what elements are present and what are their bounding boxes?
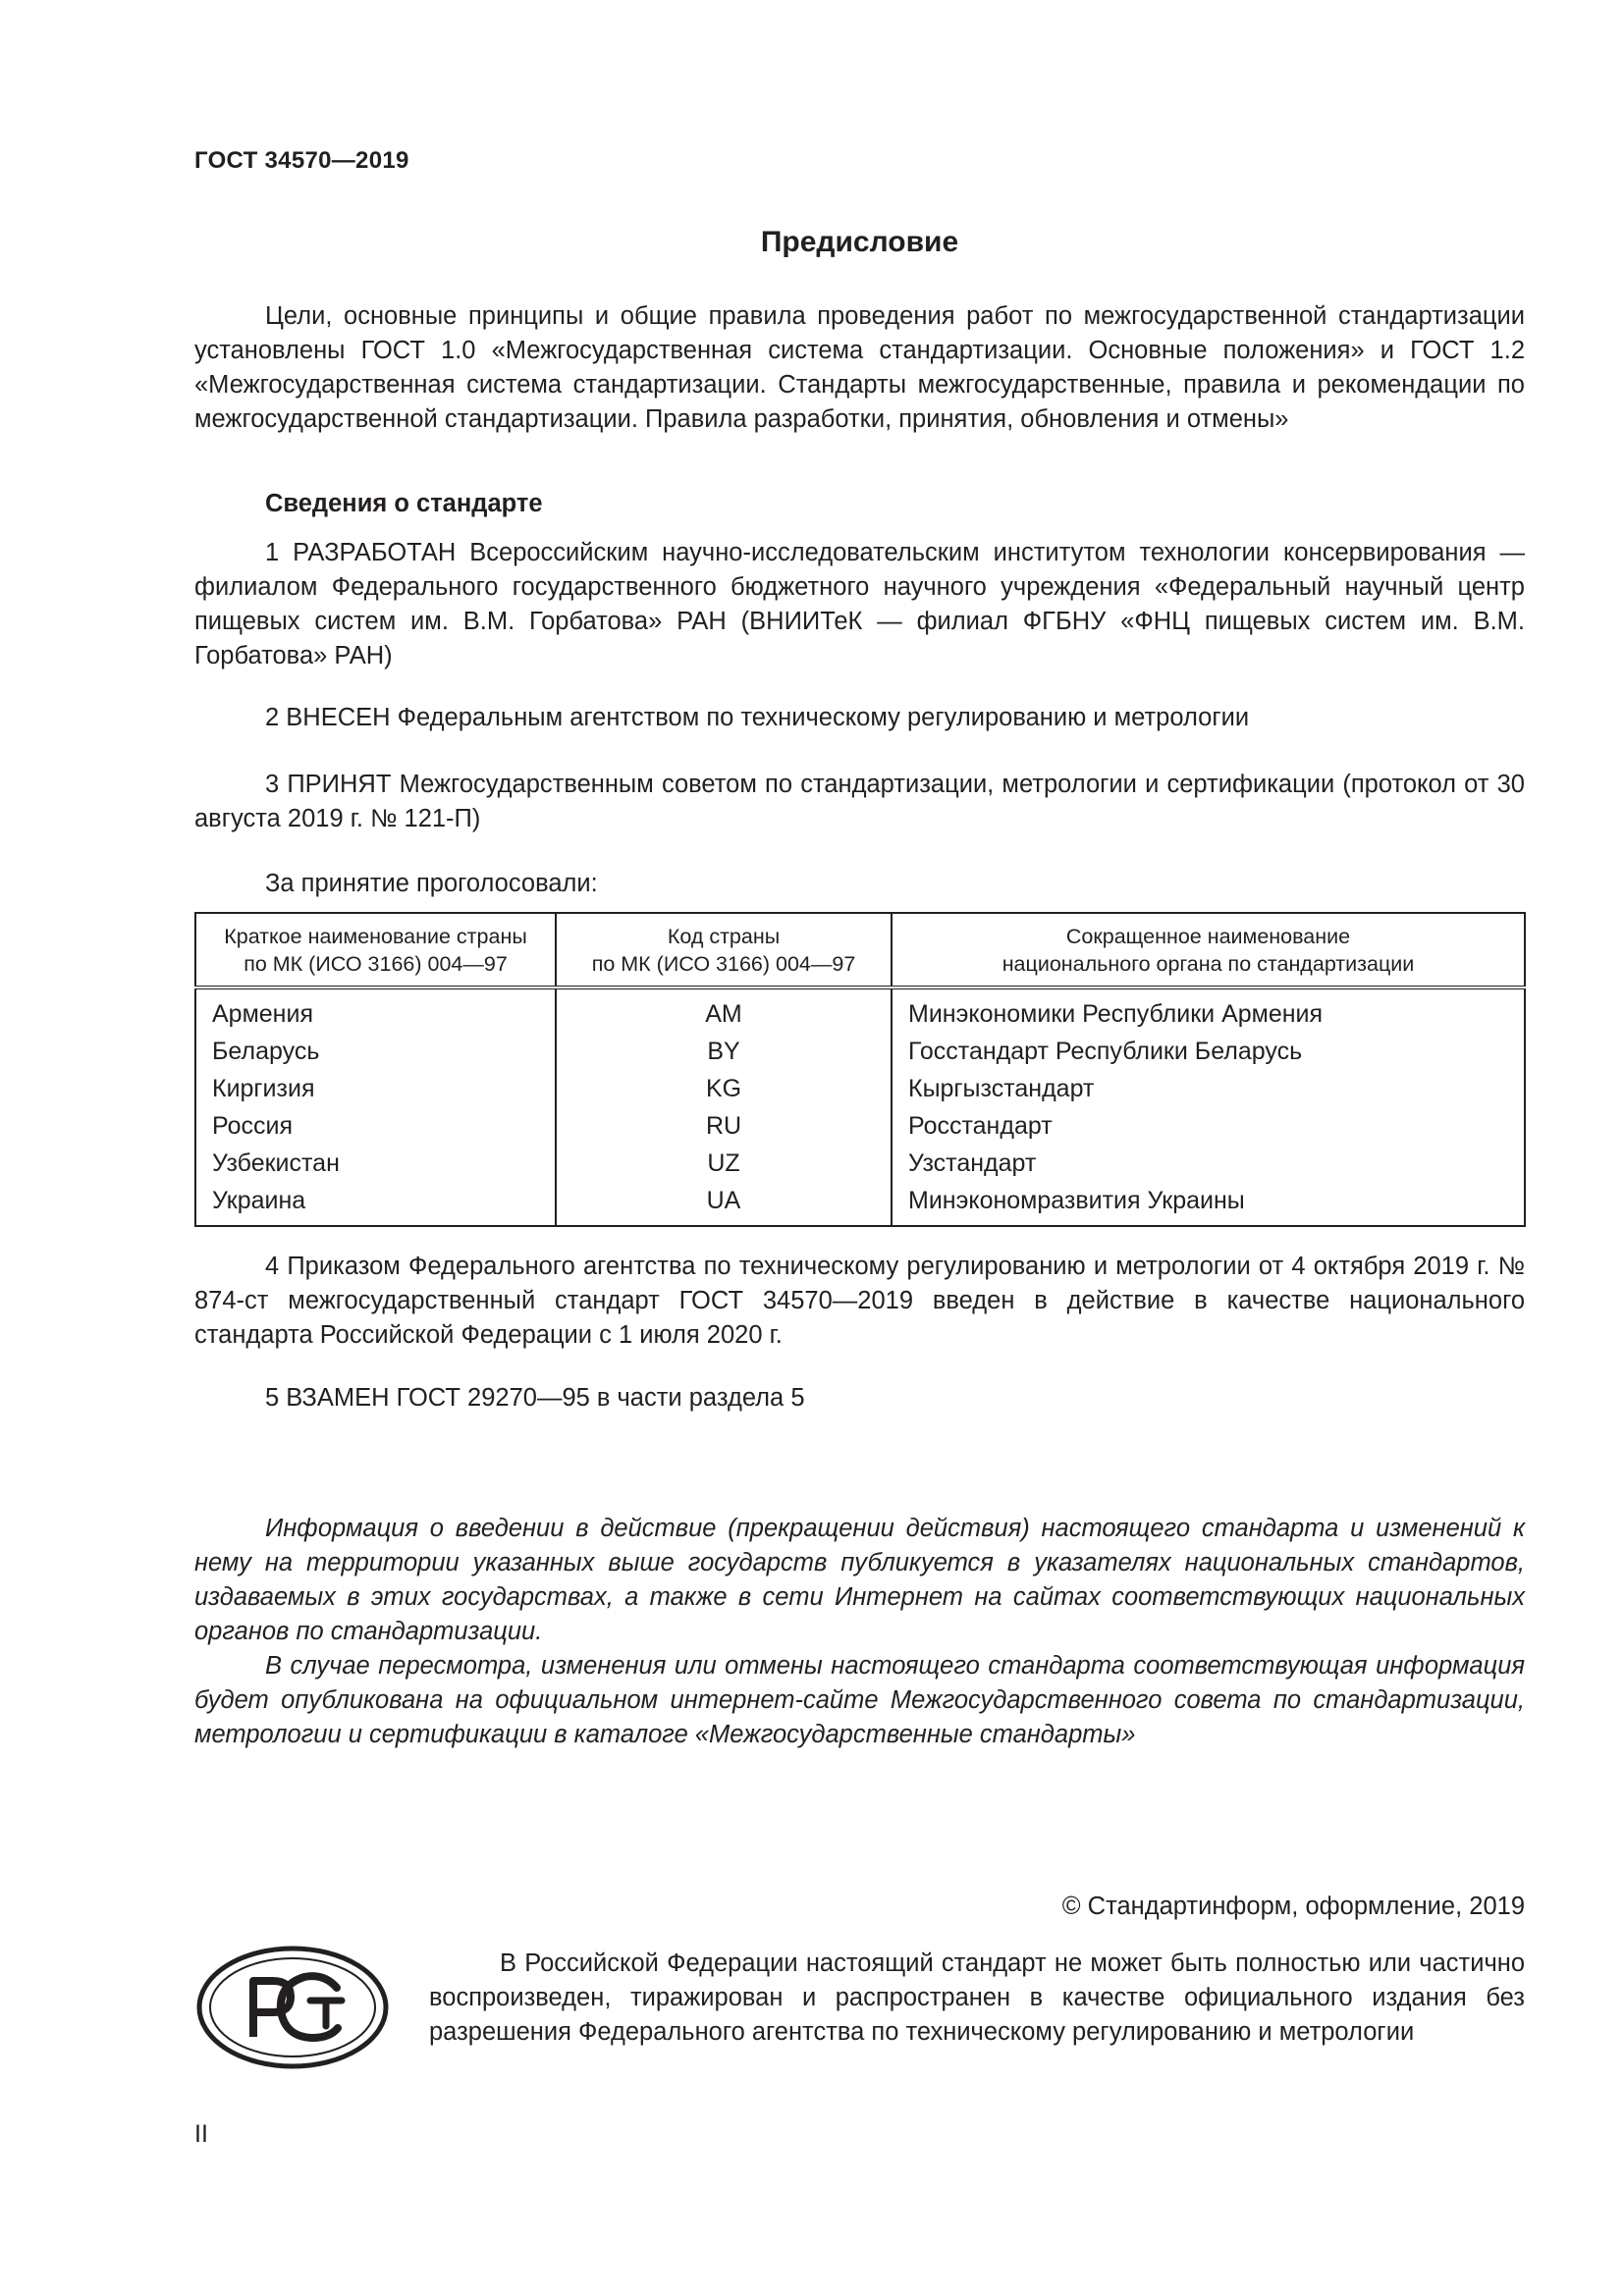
header-country-code: Код страны по МК (ИСО 3166) 004—97 <box>556 913 892 988</box>
table-row <box>195 1070 1525 1107</box>
note-publication-info: Информация о введении в действие (прекращении действия) настоящего стандарта и изменений к нему на территории указанных выше государств публикуется в указателях национальных стандартов, издаваемых в этих государствах, а также в сети Интернет на сайтах соответствующих национальных органов по стандартизации. <box>194 1515 1525 1645</box>
standards-body: Госстандарт Республики Беларусь <box>892 1033 1525 1070</box>
header-standards-body: Сокращенное наименование национального органа по стандартизации <box>892 913 1525 988</box>
item-1-developed: 1 РАЗРАБОТАН Всероссийским научно-исследовательским институтом технологии консервирования — филиалом Федерального государственного бюджетного научного учреждения «Федеральный научный центр пищевых систем им. В.М. Горбатова» РАН (ВНИИТеК — филиал ФГБНУ «ФНЦ пищевых систем им. В.М. Горбатова» РАН) <box>194 539 1525 669</box>
section-heading: Сведения о стандарте <box>265 490 543 517</box>
page-title: Предисловие <box>760 226 959 258</box>
item-3-adopted: 3 ПРИНЯТ Межгосударственным советом по стандартизации, метрологии и сертификации (протокол от 30 августа 2019 г. № 121-П) <box>194 771 1525 832</box>
item-2-introduced: 2 ВНЕСЕН Федеральным агентством по техническому регулированию и метрологии <box>265 704 1250 731</box>
document-code-header: ГОСТ 34570—2019 <box>194 147 409 174</box>
table-row <box>195 1145 1525 1182</box>
country-name: Беларусь <box>195 1033 556 1070</box>
country-code: RU <box>556 1107 892 1145</box>
intro-paragraph: Цели, основные принципы и общие правила проведения работ по межгосударственной стандартизации установлены ГОСТ 1.0 «Межгосударственная система стандартизации. Основные положения» и ГОСТ 1.2 «Межгосударственная система стандартизации. Стандарты межгосударственные, правила и рекомендации по межгосударственной стандартизации. Правила разработки, принятия, обновления и отмены» <box>194 302 1525 433</box>
country-code: UA <box>556 1182 892 1226</box>
page-number: II <box>194 2120 208 2148</box>
note-revision-info: В случае пересмотра, изменения или отмены настоящего стандарта соответствующая информация будет опубликована на официальном интернет-сайте Межгосударственного совета по стандартизации, метрологии и сертификации в каталоге «Межгосударственные стандарты» <box>194 1652 1525 1748</box>
standards-body: Росстандарт <box>892 1107 1525 1145</box>
table-row <box>195 988 1525 1033</box>
voting-countries-table <box>194 912 1526 1227</box>
standards-body: Кыргызстандарт <box>892 1070 1525 1107</box>
standards-body: Минэкономики Республики Армения <box>892 988 1525 1033</box>
country-code: KG <box>556 1070 892 1107</box>
table-header-row <box>195 913 1525 988</box>
table-row <box>195 1182 1525 1226</box>
standards-body: Узстандарт <box>892 1145 1525 1182</box>
country-name: Киргизия <box>195 1070 556 1107</box>
country-name: Россия <box>195 1107 556 1145</box>
table-row <box>195 1107 1525 1145</box>
item-5-replaces: 5 ВЗАМЕН ГОСТ 29270—95 в части раздела 5 <box>265 1384 805 1412</box>
header-country-name: Краткое наименование страны по МК (ИСО 3166) 004—97 <box>195 913 556 988</box>
country-code: AM <box>556 988 892 1033</box>
table-row <box>195 1033 1525 1070</box>
rights-notice: В Российской Федерации настоящий стандарт не может быть полностью или частично воспроизведен, тиражирован и распространен в качестве официального издания без разрешения Федерального агентства по техническому регулированию и метрологии <box>429 1949 1525 2046</box>
vote-label: За принятие проголосовали: <box>265 870 598 897</box>
country-name: Узбекистан <box>195 1145 556 1182</box>
country-code: BY <box>556 1033 892 1070</box>
country-name: Армения <box>195 988 556 1033</box>
rst-certification-mark-icon <box>194 1944 391 2071</box>
item-4-order: 4 Приказом Федерального агентства по техническому регулированию и метрологии от 4 октября 2019 г. № 874-ст межгосударственный стандарт ГОСТ 34570—2019 введен в действие в качестве национального стандарта Российской Федерации с 1 июля 2020 г. <box>194 1253 1525 1349</box>
copyright-line: © Стандартинформ, оформление, 2019 <box>1061 1893 1525 1920</box>
country-code: UZ <box>556 1145 892 1182</box>
country-name: Украина <box>195 1182 556 1226</box>
standards-body: Минэкономразвития Украины <box>892 1182 1525 1226</box>
